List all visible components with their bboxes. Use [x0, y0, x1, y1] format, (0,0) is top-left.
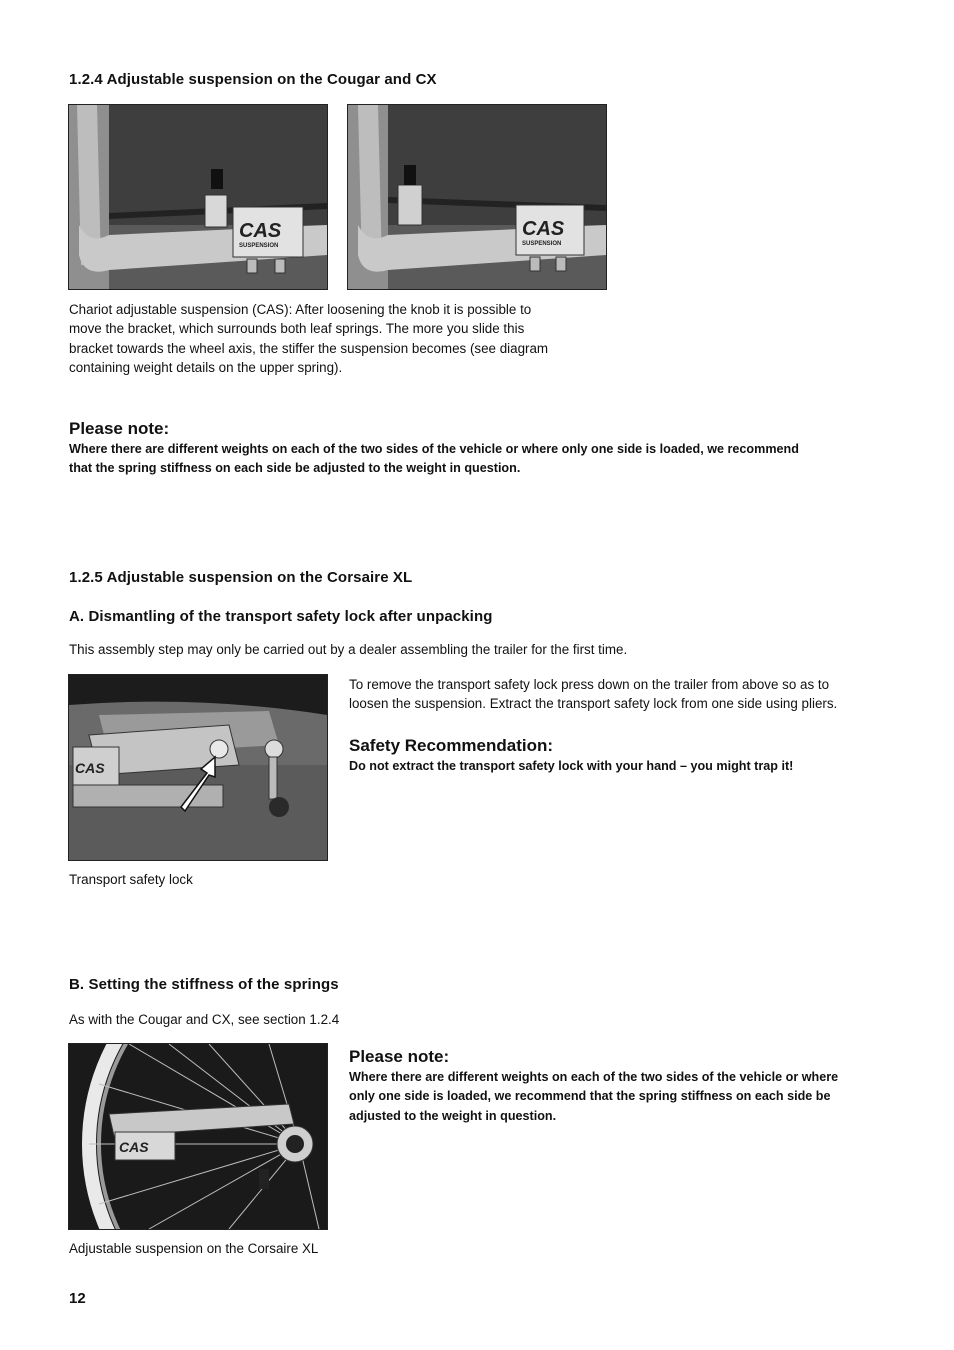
sub-b-heading: B. Setting the stiffness of the springs	[69, 976, 339, 993]
note-line: adjusted to the weight in question.	[349, 1108, 557, 1123]
cas-logo-text: CAS	[239, 220, 282, 242]
note-heading-124: Please note:	[69, 419, 170, 438]
instruction-line: loosen the suspension. Extract the transport safety lock from one side using pliers.	[349, 696, 838, 712]
corsaire-caption: Adjustable suspension on the Corsaire XL	[69, 1241, 319, 1256]
cas-logo-subtext: SUSPENSION	[522, 241, 562, 247]
cas-caption-line: containing weight details on the upper spring).	[69, 359, 343, 375]
cas-caption-line: move the bracket, which surrounds both leaf springs. The more you slide this	[69, 321, 525, 337]
safety-lock-caption: Transport safety lock	[69, 872, 193, 887]
cas-logo-text: CAS	[522, 218, 565, 240]
note-line: only one side is loaded, we recommend that the spring stiffness on each side be	[349, 1089, 831, 1104]
page-number: 12	[69, 1290, 86, 1307]
note-body-124	[69, 440, 909, 479]
cas-logo-subtext: SUSPENSION	[239, 243, 279, 249]
corsaire-suspension-photo	[68, 1043, 328, 1230]
note-line: Where there are different weights on each of the two sides of the vehicle or where only one side is loaded, we recommend	[69, 442, 799, 456]
section-124-heading: 1.2.4 Adjustable suspension on the Cougar and CX	[69, 71, 437, 88]
section-125-heading: 1.2.5 Adjustable suspension on the Corsaire XL	[69, 569, 413, 586]
cas-caption	[69, 300, 629, 377]
transport-safety-lock-photo	[68, 674, 328, 861]
cas-bracket-photo-1	[68, 104, 328, 290]
cas-caption-line: bracket towards the wheel axis, the stiffer the suspension becomes (see diagram	[69, 340, 549, 356]
safety-heading: Safety Recommendation:	[349, 736, 554, 755]
sub-a-intro: This assembly step may only be carried out by a dealer assembling the trailer for the first time.	[69, 642, 628, 657]
cas-caption-line: Chariot adjustable suspension (CAS): After loosening the knob it is possible to	[69, 302, 532, 317]
note-heading-b: Please note:	[349, 1047, 450, 1066]
note-body-b	[349, 1068, 929, 1126]
note-line: that the spring stiffness on each side be adjusted to the weight in question.	[69, 461, 521, 476]
cas-bracket-photo-2	[347, 104, 607, 290]
cas-logo-text: CAS	[119, 1139, 149, 1155]
sub-b-intro: As with the Cougar and CX, see section 1.2.4	[69, 1012, 340, 1027]
instruction-line: To remove the transport safety lock press down on the trailer from above so as to	[349, 677, 830, 692]
cas-logo-text: CAS	[75, 760, 105, 776]
safety-text: Do not extract the transport safety lock with your hand – you might trap it!	[349, 759, 794, 773]
note-line: Where there are different weights on each of the two sides of the vehicle or where	[349, 1070, 839, 1084]
sub-a-instruction	[349, 675, 929, 714]
sub-a-heading: A. Dismantling of the transport safety lock after unpacking	[69, 608, 493, 625]
